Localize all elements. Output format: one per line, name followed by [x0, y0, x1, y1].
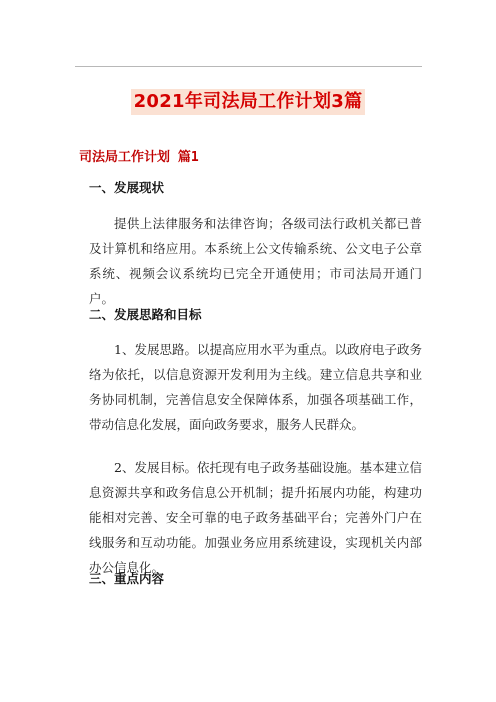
paragraph-development-thinking: 1、发展思路。以提高应用水平为重点。以政府电子政务络为依托，以信息资源开发利用为主线。建立信息共享和业务协同机制，完善信息安全保障体系，加强各项基础工作，带动信息化发展，面向政务要求，服务人民群众。: [89, 342, 422, 432]
paragraph-development-target: 2、发展目标。依托现有电子政务基础设施。基本建立信息资源共享和政务信息公开机制；提升拓展内功能，构建功能相对完善、安全可靠的电子政务基础平台；完善外门户在线服务和互动功能。加强业务应用系统建设，实现机关内部办公信息化。: [89, 460, 422, 575]
section-title: 司法局工作计划 篇1: [79, 150, 199, 165]
heading-development-goals: 二、发展思路和目标: [89, 307, 202, 322]
document-title: 2021年司法局工作计划3篇: [131, 89, 366, 115]
heading-key-content: 三、重点内容: [89, 571, 165, 586]
document-title-block: [0, 89, 496, 115]
header-rule: [75, 66, 422, 67]
paragraph-status: 提供上法律服务和法律咨询；各级司法行政机关都已普及计算机和络应用。本系统上公文传输系统、公文电子公章系统、视频会议系统均已完全开通使用；市司法局开通门户。: [89, 216, 422, 306]
heading-development-status: 一、发展现状: [89, 180, 165, 195]
